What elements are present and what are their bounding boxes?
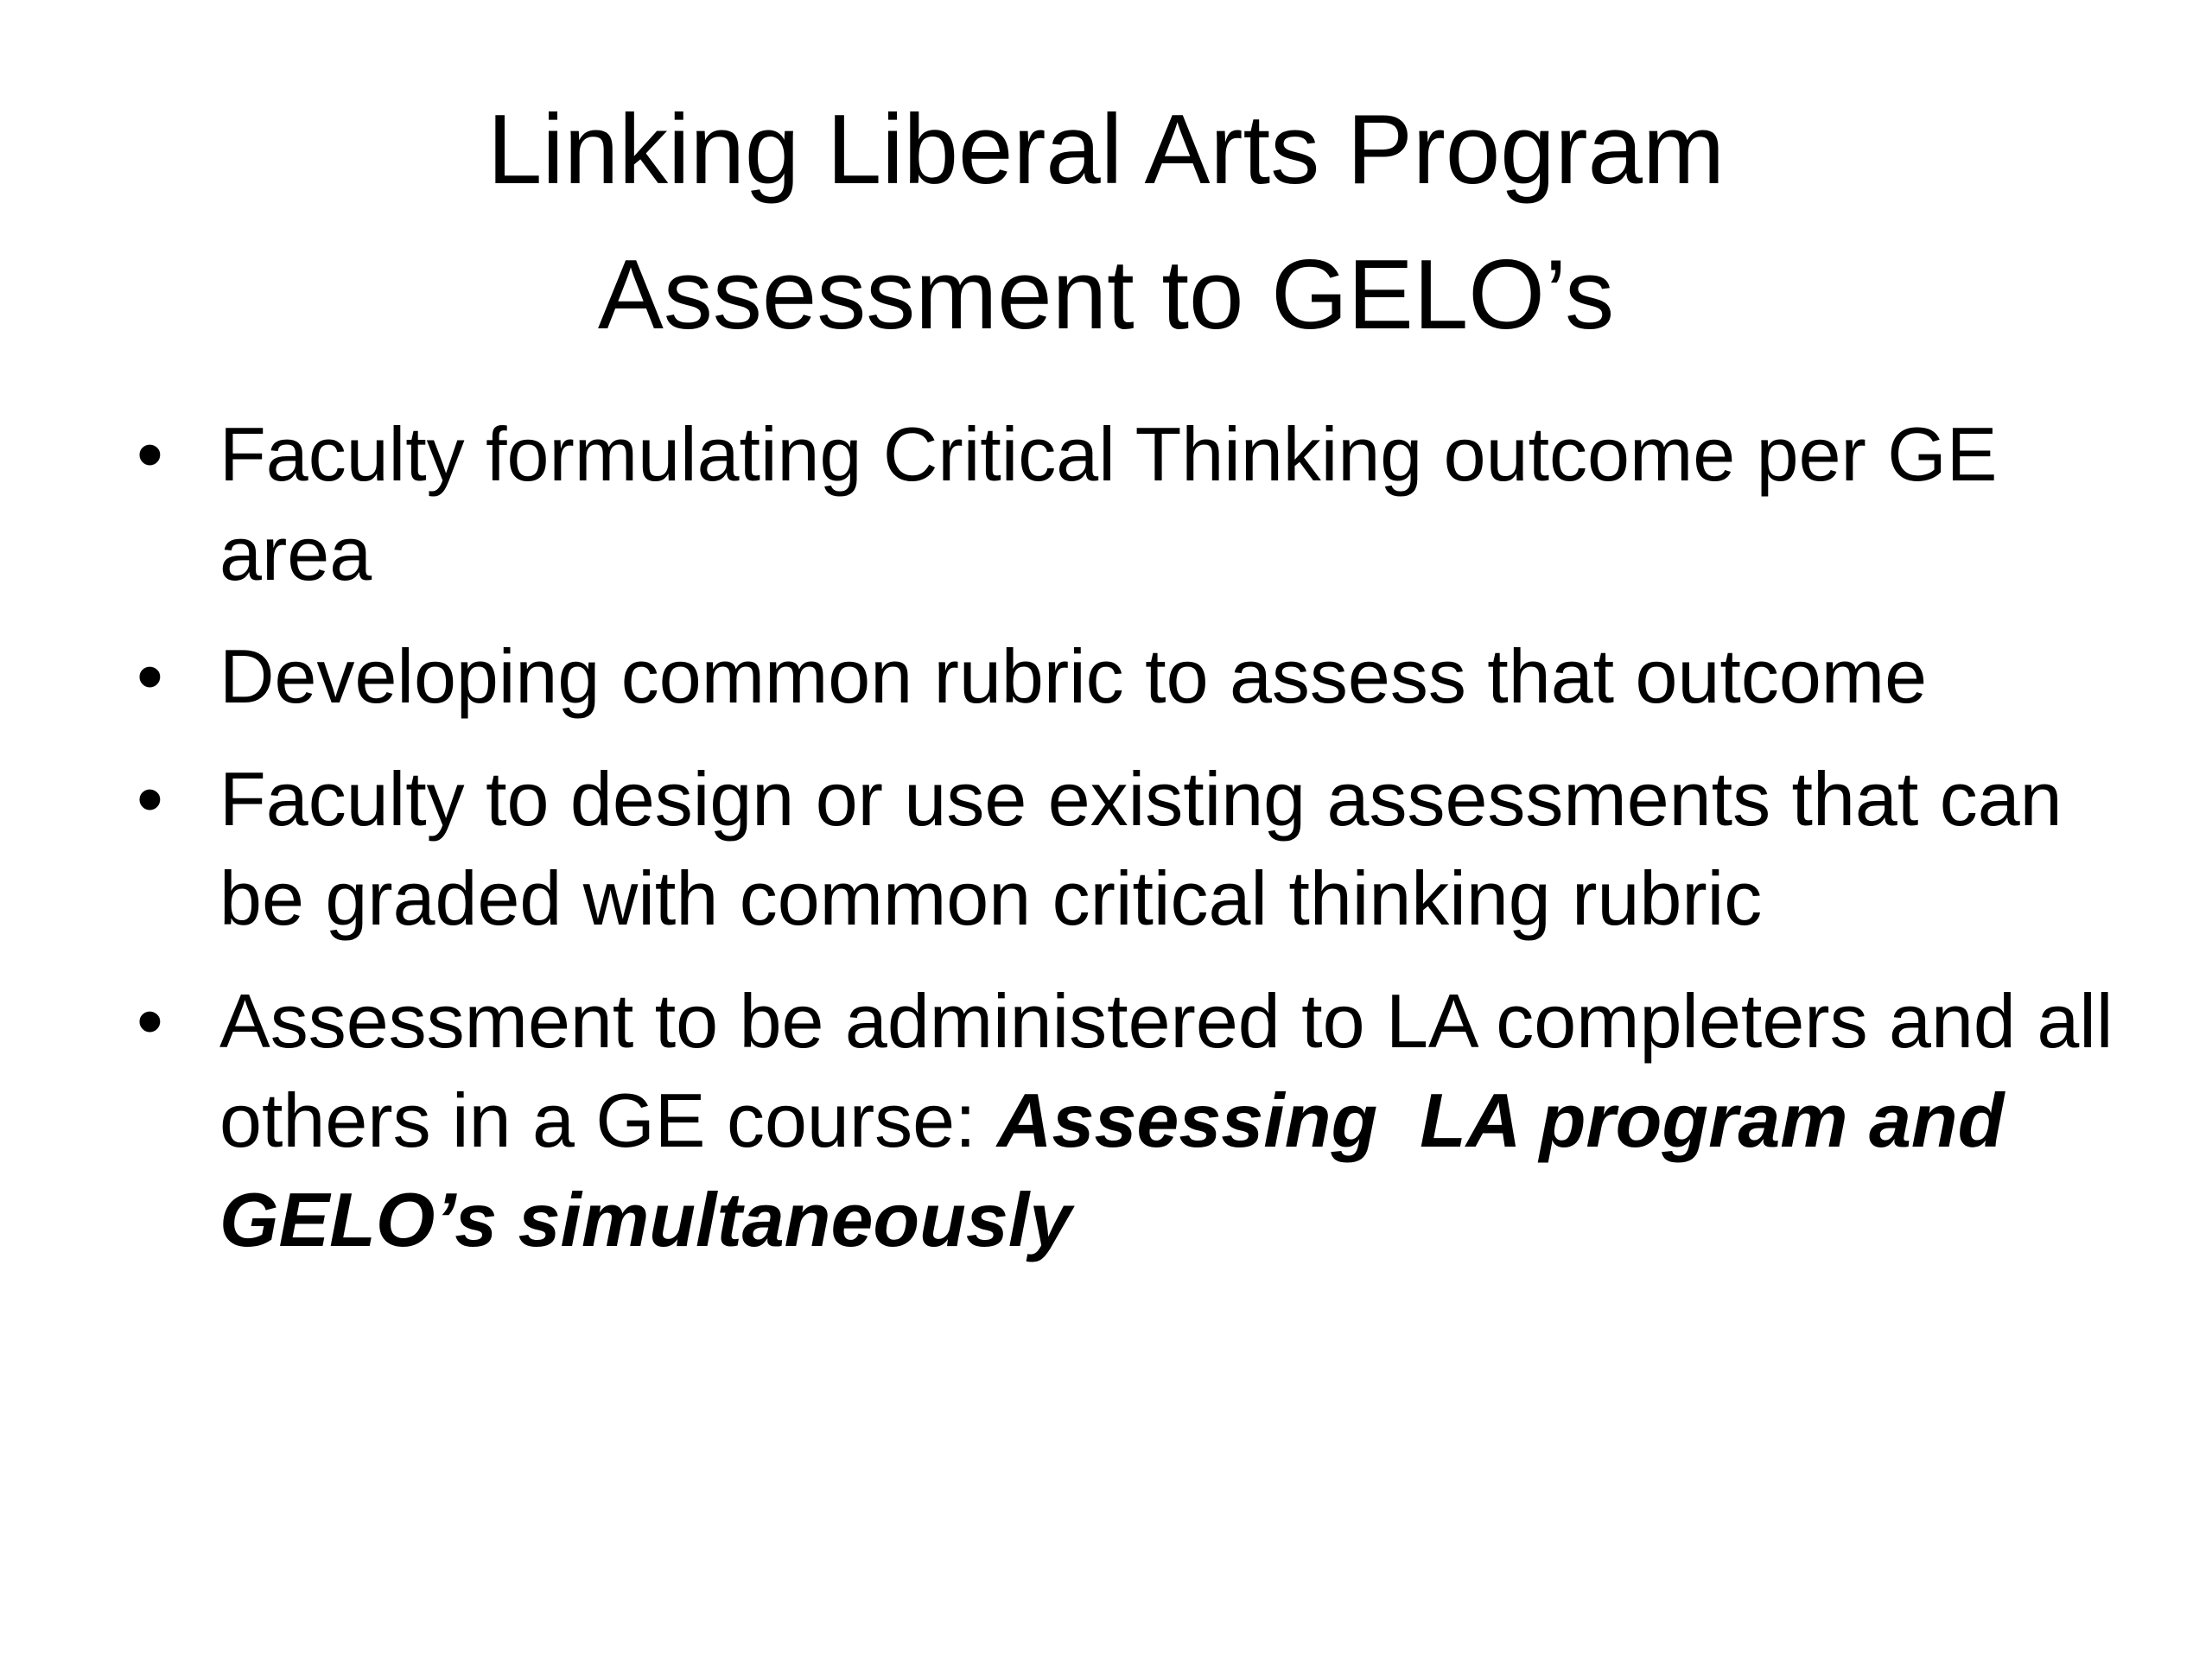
bullet-text: Developing common rubric to assess that outcome: [219, 633, 1928, 719]
bullet-text: Faculty to design or use existing assessments that can be graded with common critical thinking rubric: [219, 756, 2063, 941]
bullet-item-2: [130, 626, 2126, 726]
slide-title: [173, 78, 2039, 368]
bullet-emphasis-text: Assessing LA program and GELO’s simultaneously: [219, 1077, 2025, 1262]
bullet-text: Faculty formulating Critical Thinking outcome per GE area: [219, 411, 1998, 596]
slide-title-line-1: Linking Liberal Arts Program: [486, 95, 1725, 205]
bullet-text: Assessment to be administered to LA completers and all others in a GE course:: [219, 978, 2134, 1163]
bullet-point-icon: •: [137, 633, 163, 719]
bullet-item-3: [130, 749, 2126, 948]
bullet-list: [130, 404, 2134, 1293]
bullet-point-icon: •: [137, 756, 163, 842]
bullet-item-1: [130, 404, 2126, 603]
slide-title-line-2: Assessment to GELO’s: [597, 240, 1615, 350]
bullet-point-icon: •: [137, 978, 163, 1064]
bullet-point-icon: •: [137, 411, 163, 497]
bullet-item-4: [130, 971, 2134, 1269]
